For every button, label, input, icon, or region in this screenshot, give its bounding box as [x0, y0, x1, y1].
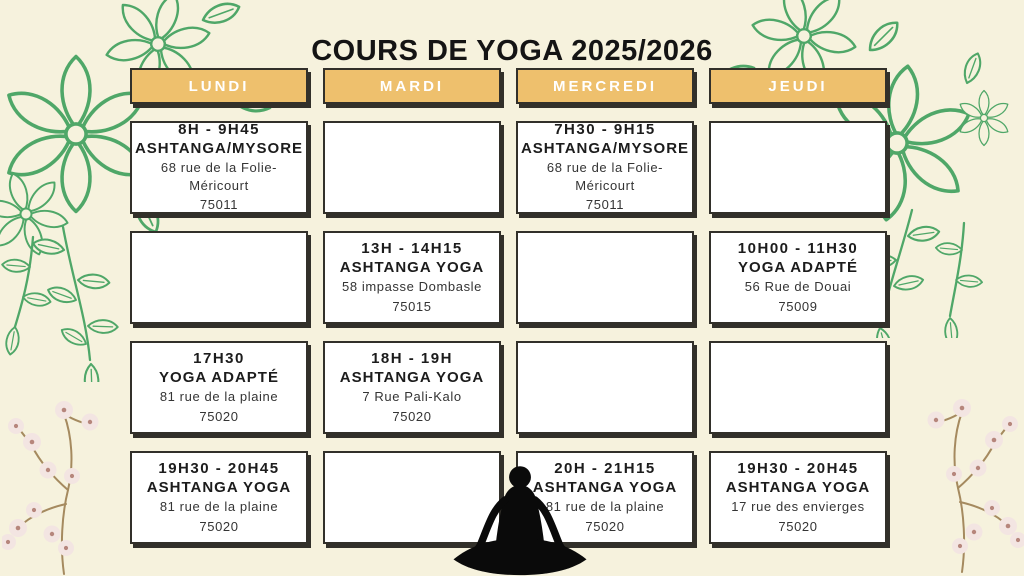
- slot-address: 56 Rue de Douai: [744, 278, 852, 294]
- slot-class-name: YOGA ADAPTÉ: [738, 258, 858, 276]
- day-header-jeudi: [709, 68, 887, 104]
- slot-address: 17 rue des envierges: [731, 498, 865, 514]
- slot-postal-code: 75020: [778, 518, 818, 534]
- slot-time: 18H - 19H: [371, 349, 453, 367]
- slot-postal-code: 75011: [585, 197, 625, 213]
- slot-class-name: ASHTANGA/MYSORE: [134, 140, 304, 158]
- slot-class-name: ASHTANGA YOGA: [725, 478, 871, 496]
- slot-address: 68 rue de la Folie-Méricourt: [546, 160, 664, 193]
- slot-postal-code: 75020: [199, 408, 239, 424]
- day-label: JEUDI: [768, 77, 828, 95]
- day-label: MERCREDI: [552, 77, 657, 95]
- schedule-cell-mardi-2: [323, 231, 501, 324]
- day-header-mercredi: [516, 68, 694, 104]
- pink-sprig-bottom-left-decoration: [2, 384, 126, 576]
- slot-time: 7H30 - 9H15: [554, 121, 656, 139]
- schedule-cell-lundi-3: [130, 341, 308, 434]
- slot-class-name: ASHTANGA/MYSORE: [520, 140, 690, 158]
- day-header-mardi: [323, 68, 501, 104]
- schedule-cell-lundi-1: [130, 121, 308, 214]
- schedule-cell-jeudi-3: [709, 341, 887, 434]
- slot-address: 81 rue de la plaine: [159, 388, 279, 404]
- slot-address: 7 Rue Pali-Kalo: [362, 388, 462, 404]
- slot-time: 13H - 14H15: [361, 239, 463, 257]
- schedule-cell-jeudi-4: [709, 451, 887, 544]
- schedule-cell-lundi-4: [130, 451, 308, 544]
- schedule-cell-mercredi-3: [516, 341, 694, 434]
- slot-time: 20H - 21H15: [554, 459, 656, 477]
- slot-address: 58 impasse Dombasle: [341, 278, 483, 294]
- slot-time: 17H30: [193, 349, 245, 367]
- schedule-cell-mardi-1: [323, 121, 501, 214]
- schedule-cell-mercredi-1: [516, 121, 694, 214]
- slot-class-name: YOGA ADAPTÉ: [159, 368, 279, 386]
- slot-class-name: ASHTANGA YOGA: [532, 478, 678, 496]
- day-label: MARDI: [379, 77, 445, 95]
- slot-class-name: ASHTANGA YOGA: [339, 368, 485, 386]
- slot-postal-code: 75020: [392, 408, 432, 424]
- day-header-lundi: [130, 68, 308, 104]
- slot-postal-code: 75011: [199, 197, 239, 213]
- slot-address: 81 rue de la plaine: [159, 498, 279, 514]
- slot-postal-code: 75020: [585, 518, 625, 534]
- slot-time: 19H30 - 20H45: [158, 459, 280, 477]
- schedule-cell-mercredi-2: [516, 231, 694, 324]
- schedule-cell-jeudi-2: [709, 231, 887, 324]
- slot-postal-code: 75015: [392, 298, 432, 314]
- schedule-cell-mardi-3: [323, 341, 501, 434]
- schedule-cell-jeudi-1: [709, 121, 887, 214]
- slot-class-name: ASHTANGA YOGA: [339, 258, 485, 276]
- page-title: COURS DE YOGA 2025/2026: [311, 35, 713, 68]
- meditating-person-silhouette: [436, 464, 604, 576]
- slot-class-name: ASHTANGA YOGA: [146, 478, 292, 496]
- schedule-cell-lundi-2: [130, 231, 308, 324]
- slot-postal-code: 75009: [778, 298, 818, 314]
- slot-time: 10H00 - 11H30: [737, 239, 859, 257]
- slot-address: 68 rue de la Folie-Méricourt: [160, 160, 278, 193]
- day-label: LUNDI: [188, 77, 250, 95]
- slot-time: 8H - 9H45: [178, 121, 260, 139]
- slot-postal-code: 75020: [199, 518, 239, 534]
- pink-sprig-bottom-right-decoration: [900, 382, 1024, 576]
- slot-time: 19H30 - 20H45: [737, 459, 859, 477]
- slot-address: 81 rue de la plaine: [545, 498, 665, 514]
